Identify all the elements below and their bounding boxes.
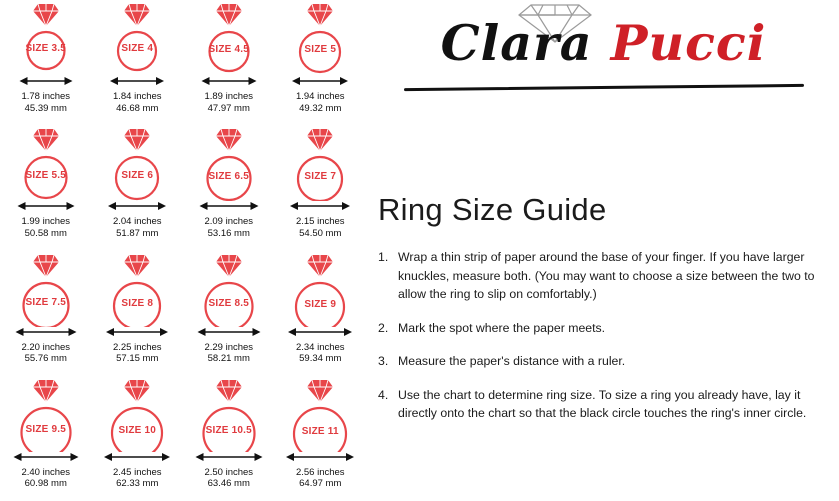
- ring-illustration: [92, 376, 184, 450]
- ring-size-label: SIZE 5: [304, 44, 337, 55]
- diameter-arrow-icon: [275, 450, 367, 464]
- ring-size-label: SIZE 6.5: [208, 170, 249, 182]
- diameter-arrow-icon: [275, 325, 367, 339]
- ring-size-label: SIZE 10: [118, 424, 157, 436]
- ring-illustration: [275, 0, 367, 74]
- measure-inches: 2.09 inches: [204, 216, 254, 228]
- step-number: 2.: [378, 320, 389, 335]
- measure-mm: 51.87 mm: [116, 227, 159, 239]
- diameter-arrow-icon: [92, 74, 184, 88]
- measure-mm: 49.32 mm: [299, 102, 342, 114]
- measure-inches: 2.40 inches: [21, 466, 71, 478]
- ring-size-label: SIZE 10.5: [205, 425, 252, 437]
- diameter-arrow-icon: [0, 450, 92, 464]
- measure-inches: 2.25 inches: [112, 341, 162, 353]
- ring-illustration: [0, 376, 92, 450]
- diameter-arrow-icon: [275, 74, 367, 88]
- ring-size-cell: [183, 251, 275, 376]
- diameter-arrow-icon: [92, 199, 184, 213]
- diameter-arrow-icon: [183, 325, 275, 339]
- measure-mm: 46.68 mm: [116, 102, 159, 114]
- ring-size-label: SIZE 7.5: [25, 297, 66, 308]
- brand-underline: [404, 84, 804, 91]
- ring-size-label: SIZE 8.5: [208, 298, 249, 309]
- ring-size-label: SIZE 4.5: [208, 43, 249, 55]
- diameter-arrow-icon: [183, 450, 275, 464]
- brand-first-word: Clara: [440, 14, 593, 72]
- ring-size-cell: [183, 0, 275, 125]
- ring-illustration: [0, 0, 92, 74]
- ring-size-cell: [0, 376, 92, 501]
- brand-logo: [376, 0, 831, 105]
- ring-size-cell: [0, 251, 92, 376]
- ring-illustration: [275, 376, 367, 450]
- ring-illustration: [275, 125, 367, 199]
- ring-size-cell: [92, 251, 184, 376]
- measure-inches: 2.45 inches: [112, 466, 162, 478]
- step-text: Use the chart to determine ring size. To size a ring you already have, lay it directly onto the chart so that the black circle touches the ring's inner circle.: [398, 387, 807, 420]
- measure-inches: 2.34 inches: [295, 341, 345, 353]
- diameter-arrow-icon: [183, 199, 275, 213]
- measure-inches: 1.78 inches: [21, 91, 71, 102]
- step-text: Wrap a thin strip of paper around the base of your finger. If you have larger knuckles, measure both. (You may want to choose a size between the two to allow the ring to slip on comfortably.): [398, 250, 815, 301]
- measure-mm: 47.97 mm: [207, 102, 250, 114]
- step-text: Mark the spot where the paper meets.: [398, 320, 606, 335]
- ring-illustration: [0, 125, 92, 199]
- ring-size-label: SIZE 11: [301, 425, 339, 437]
- instruction-step: [378, 386, 828, 423]
- ring-size-cell: [92, 376, 184, 501]
- diameter-arrow-icon: [92, 450, 184, 464]
- measure-mm: 50.58 mm: [24, 227, 67, 239]
- measure-mm: 64.97 mm: [299, 478, 342, 490]
- step-number: 1.: [378, 250, 389, 264]
- diameter-arrow-icon: [275, 199, 367, 213]
- diameter-arrow-icon: [92, 325, 184, 339]
- ring-size-cell: [275, 125, 367, 250]
- ring-size-label: SIZE 6: [121, 170, 154, 182]
- measure-mm: 45.39 mm: [24, 102, 67, 114]
- ring-illustration: [0, 251, 92, 325]
- step-number: 3.: [378, 354, 389, 368]
- ring-size-label: SIZE 9.5: [25, 424, 66, 436]
- ring-size-cell: [92, 0, 184, 125]
- instruction-steps: [378, 248, 828, 438]
- brand-name: [376, 14, 831, 72]
- ring-size-label: SIZE 3.5: [25, 42, 66, 54]
- measure-inches: 1.94 inches: [295, 91, 345, 102]
- ring-size-label: SIZE 8: [121, 297, 154, 309]
- ring-size-chart: [0, 0, 366, 501]
- ring-size-cell: [183, 125, 275, 250]
- measure-mm: 54.50 mm: [299, 227, 342, 239]
- ring-size-label: SIZE 5.5: [25, 169, 66, 181]
- ring-illustration: [183, 0, 275, 74]
- ring-size-cell: [275, 251, 367, 376]
- brand-second-word: Pucci: [610, 14, 767, 72]
- ring-size-label: SIZE 9: [304, 298, 337, 310]
- ring-illustration: [183, 251, 275, 325]
- ring-illustration: [183, 376, 275, 450]
- measure-inches: 2.04 inches: [112, 216, 162, 228]
- ring-illustration: [92, 251, 184, 325]
- measure-mm: 53.16 mm: [207, 227, 250, 239]
- measure-inches: 2.15 inches: [295, 216, 345, 228]
- right-panel: [366, 0, 839, 501]
- measure-inches: 2.56 inches: [295, 466, 345, 478]
- measure-inches: 2.20 inches: [21, 341, 71, 353]
- diameter-arrow-icon: [0, 74, 92, 88]
- instruction-step: [378, 319, 828, 338]
- ring-size-label: SIZE 7: [304, 171, 337, 183]
- step-text: Measure the paper's distance with a ruler.: [398, 354, 626, 368]
- measure-mm: 60.98 mm: [24, 478, 67, 490]
- measure-mm: 59.34 mm: [299, 353, 342, 364]
- ring-illustration: [92, 0, 184, 74]
- diameter-arrow-icon: [0, 199, 92, 213]
- ring-size-cell: [275, 0, 367, 125]
- measure-mm: 62.33 mm: [116, 478, 159, 490]
- ring-size-label: SIZE 4: [121, 43, 154, 54]
- measure-mm: 57.15 mm: [116, 353, 159, 364]
- ring-size-cell: [275, 376, 367, 501]
- ring-size-cell: [183, 376, 275, 501]
- step-number: 4.: [378, 387, 389, 402]
- measure-inches: 2.50 inches: [204, 466, 254, 478]
- measure-mm: 63.46 mm: [207, 478, 250, 490]
- ring-illustration: [275, 251, 367, 325]
- measure-mm: 58.21 mm: [207, 353, 250, 364]
- ring-illustration: [183, 125, 275, 199]
- diameter-arrow-icon: [0, 325, 92, 339]
- instruction-step: [378, 248, 828, 304]
- ring-size-cell: [0, 0, 92, 125]
- measure-inches: 2.29 inches: [204, 341, 254, 353]
- page-title: Ring Size Guide: [378, 192, 607, 227]
- measure-inches: 1.84 inches: [112, 91, 162, 102]
- ring-size-cell: [0, 125, 92, 250]
- ring-illustration: [92, 125, 184, 199]
- measure-inches: 1.89 inches: [204, 91, 254, 102]
- instruction-step: [378, 352, 828, 371]
- measure-inches: 1.99 inches: [21, 216, 71, 228]
- ring-size-cell: [92, 125, 184, 250]
- diameter-arrow-icon: [183, 74, 275, 88]
- measure-mm: 55.76 mm: [24, 353, 67, 364]
